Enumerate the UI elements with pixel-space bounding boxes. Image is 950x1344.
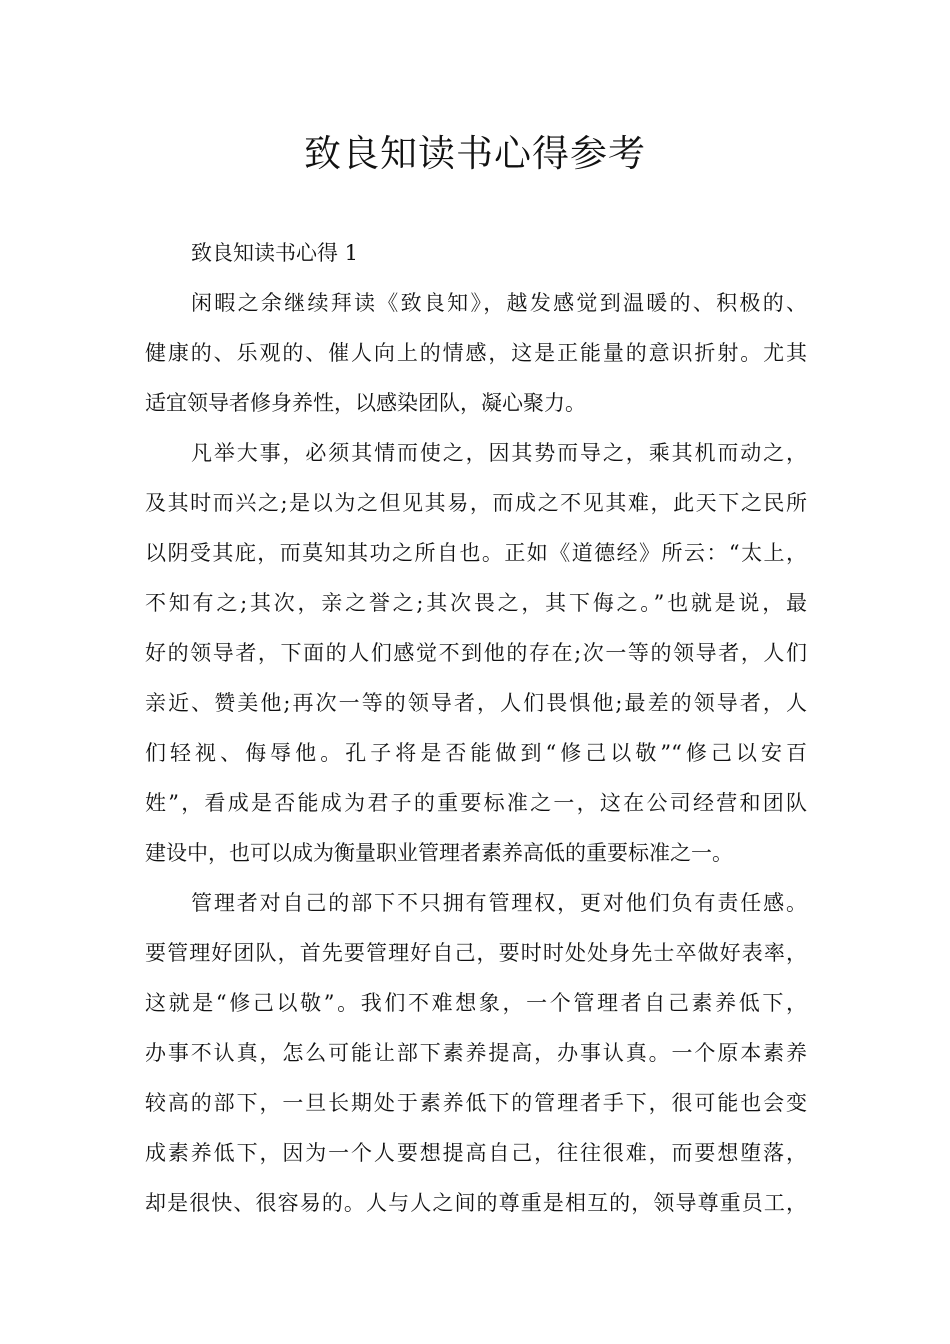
paragraph-line: 凡举大事，必须其情而使之，因其势而导之，乘其机而动之， [191,441,807,465]
paragraph-line: 较高的部下，一旦长期处于素养低下的管理者手下，很可能也会变 [145,1091,807,1115]
paragraph-line: 成素养低下，因为一个人要想提高自己，往往很难，而要想堕落， [145,1141,807,1165]
paragraph-line: 姓”，看成是否能成为君子的重要标准之一，这在公司经营和团队 [145,791,807,815]
paragraph-line: 要管理好团队，首先要管理好自己，要时时处处身先士卒做好表率， [145,941,807,965]
paragraph-2 [145,428,807,878]
paragraph-line: 以阴受其庇，而莫知其功之所自也。正如《道德经》所云：“太上， [145,541,807,565]
paragraph-line: 建设中，也可以成为衡量职业管理者素养高低的重要标准之一。 [145,841,733,865]
paragraph-line: 却是很快、很容易的。人与人之间的尊重是相互的，领导尊重员工， [145,1191,807,1215]
paragraph-line: 不知有之;其次，亲之誉之;其次畏之，其下侮之。”也就是说，最 [145,591,807,615]
paragraph-line: 适宜领导者修身养性，以感染团队，凝心聚力。 [145,391,586,415]
paragraph-line: 办事不认真，怎么可能让部下素养提高，办事认真。一个原本素养 [145,1041,807,1065]
paragraph-line: 这就是“修己以敬”。我们不难想象，一个管理者自己素养低下， [145,991,807,1015]
document-title: 致良知读书心得参考 [304,132,646,175]
paragraph-3 [145,878,807,1228]
paragraph-line: 管理者对自己的部下不只拥有管理权，更对他们负有责任感。 [191,891,807,915]
paragraph-line: 健康的、乐观的、催人向上的情感，这是正能量的意识折射。尤其 [145,341,807,365]
document-body [145,228,807,1228]
paragraph-line: 闲暇之余继续拜读《致良知》，越发感觉到温暖的、积极的、 [191,291,807,315]
paragraph-line: 好的领导者，下面的人们感觉不到他的存在;次一等的领导者，人们 [145,641,807,665]
paragraph-line: 亲近、赞美他;再次一等的领导者，人们畏惧他;最差的领导者，人 [145,691,807,715]
paragraph-line: 们轻视、侮辱他。孔子将是否能做到“修己以敬”“修己以安百 [145,741,807,765]
paragraph-1 [145,278,807,428]
section-heading: 致良知读书心得 1 [191,241,359,265]
paragraph-line: 及其时而兴之;是以为之但见其易，而成之不见其难，此天下之民所 [145,491,807,515]
